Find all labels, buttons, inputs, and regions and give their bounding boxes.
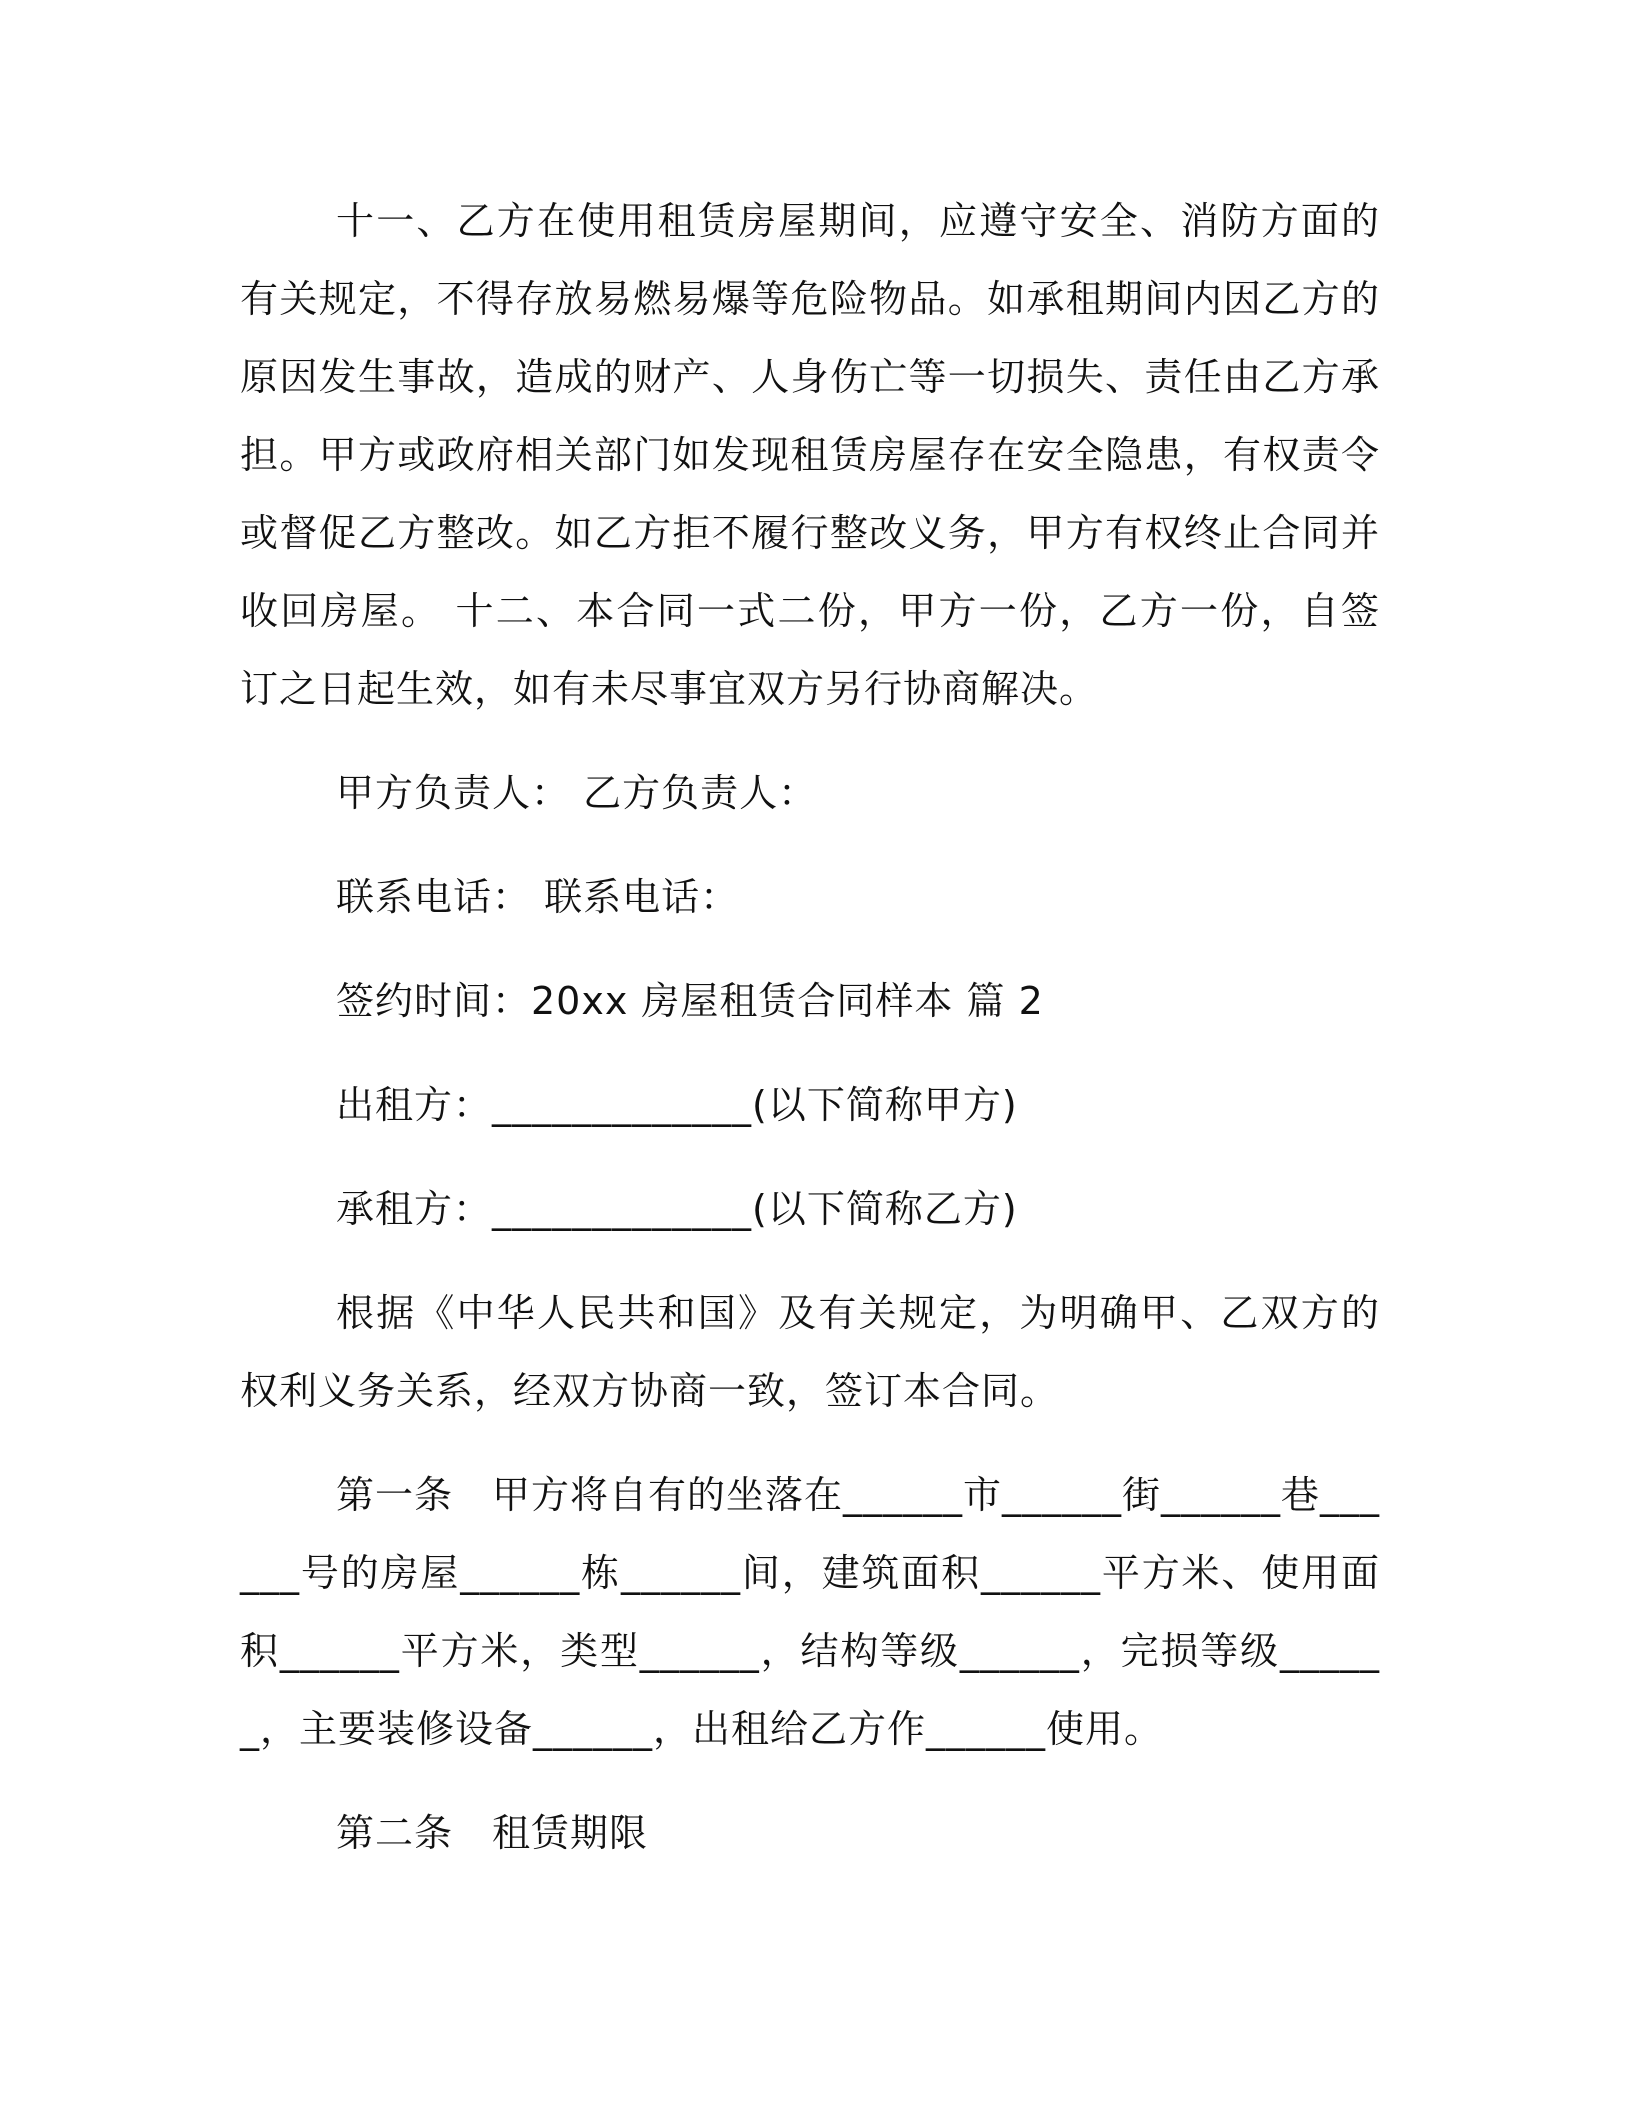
signatories-line: 甲方负责人： 乙方负责人：: [336, 771, 818, 815]
document-body: [240, 182, 1380, 1872]
paragraph-clause-11-12: 十一、乙方在使用租赁房屋期间，应遵守安全、消防方面的有关规定，不得存放易燃易爆等危险物品。如承租期间内因乙方的原因发生事故，造成的财产、人身伤亡等一切损失、责任由乙方承担。甲方或政府相关部门如发现租赁房屋存在安全隐患，有权责令或督促乙方整改。如乙方拒不履行整改义务，甲方有权终止合同并收回房屋。 十二、本合同一式二份，甲方一份，乙方一份，自签订之日起生效，如有未尽事宜双方另行协商解决。: [240, 199, 1380, 711]
article-1-paragraph: 第一条 甲方将自有的坐落在______市______街______巷______号的房屋______栋______间，建筑面积______平方米、使用面积______平方米，类型______，结构等级______，完损等级______，主要装修设备______，出租给乙方作______使用。: [240, 1473, 1381, 1751]
signing-time-line: 签约时间：20xx 房屋租赁合同样本 篇 2: [336, 979, 1044, 1023]
preamble-paragraph: 根据《中华人民共和国》及有关规定，为明确甲、乙双方的权利义务关系，经双方协商一致，签订本合同。: [240, 1291, 1380, 1413]
lessor-line: 出租方：_____________(以下简称甲方): [336, 1083, 1018, 1127]
lessee-line: 承租方：_____________(以下简称乙方): [336, 1187, 1018, 1231]
article-2-title: 第二条 租赁期限: [336, 1811, 649, 1855]
phone-line: 联系电话： 联系电话：: [336, 875, 740, 919]
